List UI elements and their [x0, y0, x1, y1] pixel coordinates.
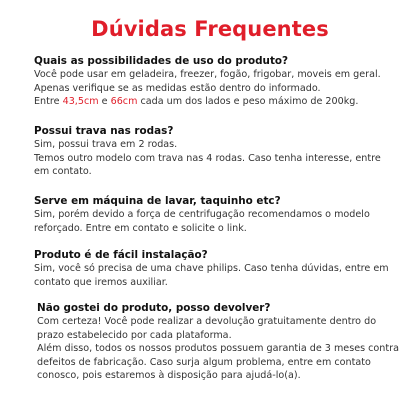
- answer-line: Além disso, todos os nossos produtos possuem garantia de 3 meses contra: [37, 343, 399, 355]
- answer-line: Apenas verifique se as medidas estão dentro do informado.: [34, 82, 321, 94]
- faq-question: Quais as possibilidades de uso do produto?: [34, 55, 289, 67]
- answer-line: Sim, você só precisa de uma chave philips. Caso tenha dúvidas, entre em: [34, 263, 389, 274]
- faq-answer: [34, 208, 414, 235]
- page-title: Dúvidas Frequentes: [91, 17, 329, 41]
- measure-connector: e: [98, 96, 111, 108]
- answer-line: defeitos de fabricação. Caso surja algum problema, entre em contato: [37, 356, 371, 368]
- answer-line: prazo estabelecido por cada plataforma.: [37, 329, 232, 341]
- answer-line: Sim, possui trava em 2 rodas.: [34, 139, 178, 150]
- faq-question: Não gostei do produto, posso devolver?: [37, 302, 271, 314]
- measure-max-value: 66cm: [110, 96, 138, 108]
- faq-answer: [37, 315, 417, 383]
- measure-suffix: cada um dos lados e peso máximo de 200kg.: [137, 96, 359, 108]
- answer-line: Com certeza! Você pode realizar a devolução gratuitamente dentro do: [37, 316, 377, 327]
- answer-line: em contato.: [34, 166, 92, 178]
- answer-line: conosco, pois estaremos à disposição para ajudá-lo(a).: [37, 370, 301, 382]
- answer-line: reforçado. Entre em contato e solicite o link.: [34, 222, 247, 234]
- faq-item-installation: [34, 248, 414, 289]
- answer-line: contato que iremos auxiliar.: [34, 276, 168, 288]
- faq-item-return: [37, 301, 417, 383]
- faq-question: Possui trava nas rodas?: [34, 125, 174, 137]
- answer-line: Sim, porém devido a força de centrifugação recomendamos o modelo: [34, 209, 370, 220]
- faq-item-washing-machine: [34, 194, 414, 235]
- answer-line: Você pode usar em geladeira, freezer, fogão, frigobar, moveis em geral.: [34, 69, 381, 80]
- faq-answer: [34, 138, 414, 179]
- faq-question: Serve em máquina de lavar, taquinho etc?: [34, 195, 281, 207]
- faq-answer: [34, 68, 414, 109]
- faq-item-wheel-lock: [34, 124, 414, 179]
- faq-question: Produto é de fácil instalação?: [34, 249, 208, 261]
- faq-answer: [34, 262, 414, 289]
- faq-item-usage: [34, 54, 414, 109]
- measure-min-value: 43,5cm: [62, 96, 99, 108]
- answer-line: Temos outro modelo com trava nas 4 rodas. Caso tenha interesse, entre: [34, 152, 381, 164]
- measure-prefix: Entre: [34, 96, 63, 108]
- measure-line: [34, 95, 414, 109]
